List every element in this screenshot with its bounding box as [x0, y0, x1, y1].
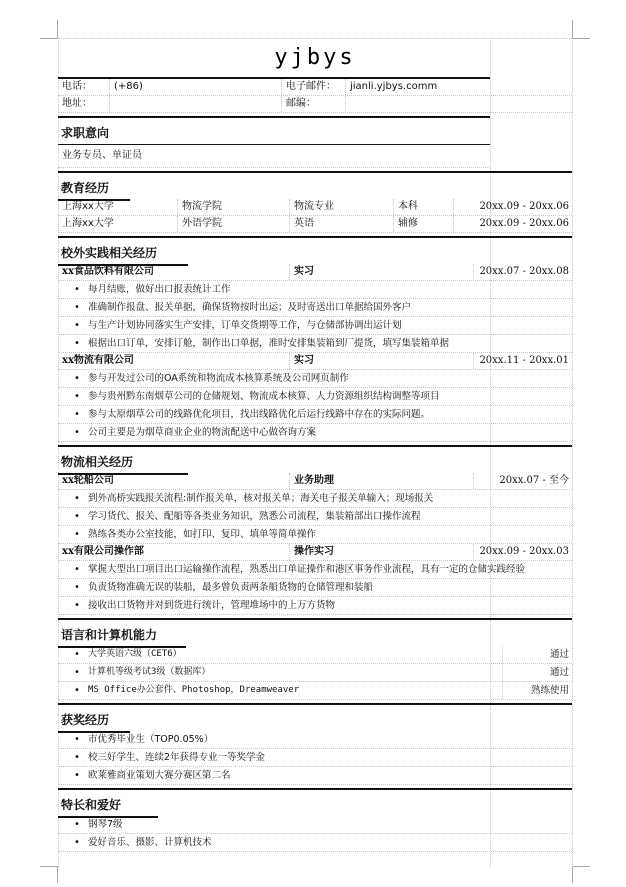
bullet-item: • 参与贵州黔东南烟草公司的仓储规划、物流成本核算、人力资源组织结构调整等项目	[58, 388, 572, 406]
hobbies-list	[58, 816, 572, 852]
college-name: 外语学院	[178, 216, 290, 232]
school-name: 上海xx大学	[58, 216, 178, 232]
section-title: 教育经历	[58, 173, 572, 199]
bullet-item: • 参与开发过公司的OA系统和物流成本核算系统及公司网页制作	[58, 370, 572, 388]
company-name: xx物流有限公司	[58, 353, 290, 369]
contact-row	[58, 96, 572, 113]
award-item: • 欧莱雅商业策划大赛分赛区第二名	[58, 767, 572, 785]
job-role: 实习	[290, 264, 474, 280]
award-item: • 校三好学生、连续2年获得专业一等奖学金	[58, 749, 572, 767]
crop-mark	[572, 866, 590, 867]
education-row	[58, 199, 572, 216]
crop-mark	[572, 38, 590, 39]
bullet-item: • 公司主要是为烟草商业企业的物流配送中心做咨询方案	[58, 424, 572, 442]
objective-text: 业务专员、单证员	[62, 150, 142, 161]
section-objective	[58, 116, 490, 144]
contact-row	[58, 79, 572, 96]
job-role: 操作实习	[290, 544, 474, 560]
job-role: 实习	[290, 353, 474, 369]
company-name: xx轮船公司	[58, 473, 290, 489]
date-range: 20xx.09 - 20xx.03	[479, 546, 569, 557]
date-range: 20xx.09 - 20xx.06	[479, 218, 569, 229]
skill-item	[58, 646, 572, 664]
bullet-item: • 接收出口货物并对到货进行统计，管理堆场中的上万方货物	[58, 597, 572, 615]
bullet-item: • 准确制作报盘、报关单据，确保货物按时出运；及时寄送出口单据给国外客户	[58, 299, 572, 317]
job-role: 业务助理	[290, 473, 474, 489]
crop-mark	[40, 866, 58, 867]
crop-mark	[572, 20, 573, 38]
company-name: xx食品饮料有限公司	[58, 264, 290, 280]
skill-name: • MS Office办公套件、Photoshop，Dreamweaver	[88, 685, 300, 695]
education-row	[58, 216, 572, 233]
objective-row	[58, 145, 490, 168]
hobby-item: • 钢琴7级	[58, 816, 572, 834]
phone-value: (+86)	[110, 79, 282, 95]
crop-mark	[57, 20, 58, 38]
bullet-item: • 参与太原烟草公司的线路优化项目，找出线路优化后运行线路中存在的实际问题。	[58, 406, 572, 424]
email-label: 电子邮件：	[282, 79, 346, 95]
resume-name: yjbys	[58, 38, 572, 77]
degree-type: 本科	[394, 199, 454, 215]
date-range: 20xx.09 - 20xx.06	[479, 201, 569, 212]
job-header-row	[58, 473, 572, 490]
major-name: 英语	[290, 216, 394, 232]
skill-level: 通过	[502, 664, 569, 681]
job-header-row	[58, 353, 572, 370]
job-header-row	[58, 544, 572, 561]
zip-value	[346, 96, 490, 112]
resume-document	[58, 38, 572, 852]
section-skills	[58, 618, 572, 646]
job-header-row	[58, 264, 572, 281]
email-value: jianli.yjbys.comm	[350, 81, 438, 92]
address-value	[110, 96, 282, 112]
bullet-item: • 到外高桥实践报关流程:制作报关单，核对报关单；海关电子报关单输入；现场报关	[58, 490, 572, 508]
bullet-item: • 掌握大型出口项目出口运输操作流程，熟悉出口单证操作和港区事务作业流程，具有一定的仓储实践经验	[58, 561, 572, 579]
section-title: 物流相关经历	[58, 447, 572, 473]
crop-mark	[572, 867, 573, 883]
address-label: 地址：	[58, 96, 110, 112]
section-logistics	[58, 445, 572, 473]
section-title: 求职意向	[61, 126, 110, 140]
skills-list	[58, 646, 572, 700]
bullet-item: • 与生产计划协同落实生产安排，订单交货期等工作，与仓储部协调出运计划	[58, 317, 572, 335]
bullet-item: • 根据出口订单，安排订舱，制作出口单据，准时安排集装箱到厂提货，填写集装箱单据	[58, 335, 572, 353]
section-education	[58, 171, 572, 199]
zip-label: 邮编：	[282, 96, 346, 112]
company-name: xx有限公司操作部	[58, 544, 290, 560]
margin-guide	[572, 40, 573, 867]
degree-type: 辅修	[394, 216, 454, 232]
section-hobbies	[58, 788, 572, 816]
skill-item	[58, 664, 572, 682]
bullet-item: • 熟练各类办公室技能，如打印、复印、填单等简单操作	[58, 526, 572, 544]
major-name: 物流专业	[290, 199, 394, 215]
section-title: 特长和爱好	[58, 790, 572, 816]
date-range: 20xx.07 - 20xx.08	[479, 266, 569, 277]
crop-mark	[40, 38, 58, 39]
skill-level: 通过	[502, 646, 569, 663]
job-bullets	[58, 561, 572, 615]
job-bullets	[58, 490, 572, 544]
hobby-item: • 爱好音乐、摄影、计算机技术	[58, 834, 572, 852]
college-name: 物流学院	[178, 199, 290, 215]
section-title: 校外实践相关经历	[58, 238, 572, 264]
phone-label: 电话：	[58, 79, 110, 95]
bullet-item: • 每月结账，做好出口报表统计工作	[58, 281, 572, 299]
skill-level: 熟练使用	[502, 682, 569, 699]
skill-item	[58, 682, 572, 700]
skill-name: • 大学英语六级（CET6）	[88, 649, 182, 659]
section-practice	[58, 236, 572, 264]
awards-list	[58, 731, 572, 785]
section-awards	[58, 703, 572, 731]
section-title: 获奖经历	[58, 705, 572, 731]
skill-name: • 计算机等级考试3级（数据库）	[88, 667, 211, 677]
crop-mark	[57, 867, 58, 883]
school-name: 上海xx大学	[58, 199, 178, 215]
job-bullets	[58, 370, 572, 442]
date-range: 20xx.11 - 20xx.01	[479, 355, 569, 366]
job-bullets	[58, 281, 572, 353]
section-title: 语言和计算机能力	[58, 620, 572, 646]
award-item: • 市优秀毕业生（TOP0.05%）	[58, 731, 572, 749]
date-range: 20xx.07 - 至今	[499, 475, 569, 486]
bullet-item: • 负责货物准确无误的装船，最多曾负责两条船货物的仓储管理和装船	[58, 579, 572, 597]
bullet-item: • 学习货代、报关、配船等各类业务知识，熟悉公司流程，集装箱部出口操作流程	[58, 508, 572, 526]
